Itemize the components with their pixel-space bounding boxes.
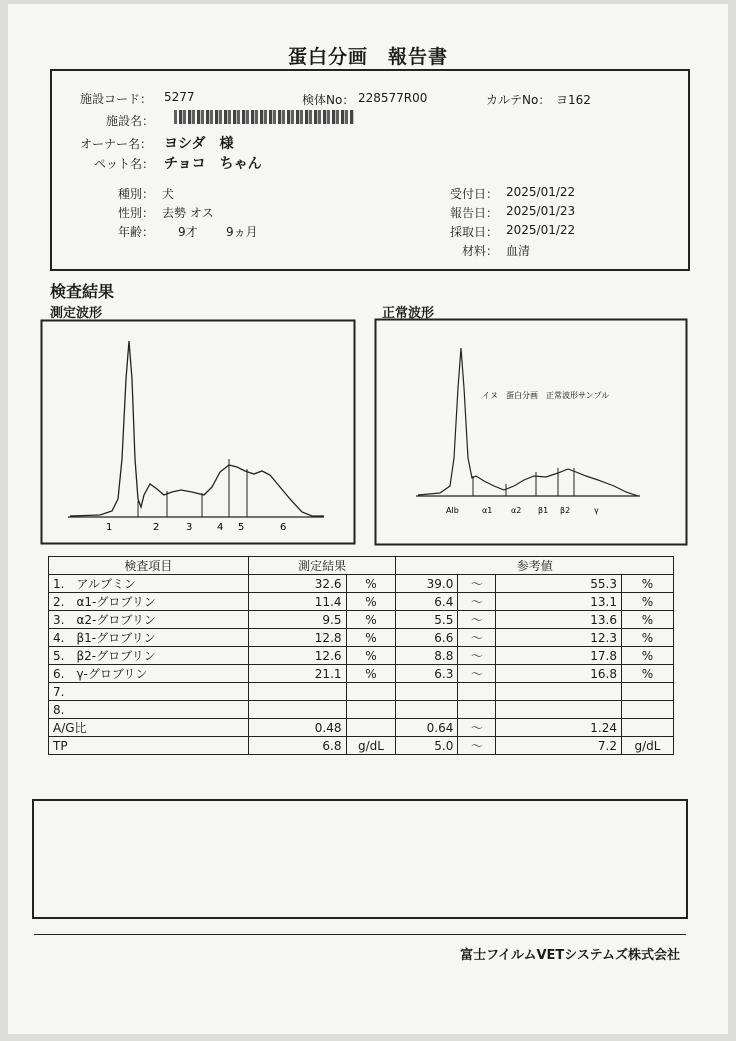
cell-value [248,701,346,719]
cell-unit: % [346,593,396,611]
measured-curve [70,341,324,516]
cell-high: 16.8 [496,665,622,683]
cell-tilde [458,701,496,719]
cell-runit: g/dL [622,737,674,755]
cell-runit [622,701,674,719]
cell-high: 17.8 [496,647,622,665]
table-row [49,647,674,665]
cell-tilde: ～ [458,575,496,593]
cell-item: 8. [49,701,249,719]
table-row [49,737,674,755]
cell-item: 6. γ-グロブリン [49,665,249,683]
normal-tick-b2: β2 [560,506,571,515]
chart-number: ヨ162 [556,93,591,107]
table-row [49,629,674,647]
facility-code-label: 施設コード： [80,92,153,106]
age-years: 9才 [178,225,198,239]
facility-code: 5277 [164,90,195,104]
cell-unit: % [346,665,396,683]
cell-item: 1. アルブミン [49,575,249,593]
measured-waveform-title: 測定波形 [50,306,103,321]
cell-tilde: ～ [458,737,496,755]
comment-box [32,799,688,919]
table-row [49,575,674,593]
cell-unit [346,719,396,737]
age-months: 9ヵ月 [226,225,258,239]
cell-item: 2. α1-グロブリン [49,593,249,611]
table-row [49,611,674,629]
cell-low: 6.3 [396,665,458,683]
table-row [49,719,674,737]
cell-high: 7.2 [496,737,622,755]
cell-tilde: ～ [458,665,496,683]
measured-waveform-chart [40,319,356,545]
cell-runit [622,719,674,737]
cell-unit: % [346,629,396,647]
received-label: 受付日： [450,187,499,201]
owner-name: ヨシダ 様 [164,136,234,152]
table-row [49,701,674,719]
cell-low: 0.64 [396,719,458,737]
cell-value: 6.8 [248,737,346,755]
cell-unit: % [346,575,396,593]
cell-tilde: ～ [458,647,496,665]
cell-value: 12.6 [248,647,346,665]
facility-name-label: 施設名： [106,114,155,128]
cell-runit: % [622,647,674,665]
cell-value: 32.6 [248,575,346,593]
cell-high [496,683,622,701]
report-title: 蛋白分画 報告書 [287,46,448,68]
material-label: 材料： [462,244,499,258]
cell-unit: % [346,611,396,629]
normal-tick-b1: β1 [538,506,549,515]
normal-waveform-title: 正常波形 [382,306,435,321]
received-date: 2025/01/22 [506,185,576,199]
owner-label: オーナー名： [80,137,153,151]
cell-value: 9.5 [248,611,346,629]
cell-high: 12.3 [496,629,622,647]
table-row [49,683,674,701]
cell-low [396,683,458,701]
table-header-row [49,557,674,575]
cell-unit: % [346,647,396,665]
header-item: 検査項目 [49,557,249,575]
cell-runit [622,683,674,701]
measured-tick-5: 5 [238,522,245,533]
measured-tick-6: 6 [280,522,287,533]
cell-high: 55.3 [496,575,622,593]
header-result: 測定結果 [248,557,396,575]
cell-value: 12.8 [248,629,346,647]
normal-waveform-chart [374,318,688,546]
measured-tick-2: 2 [153,522,160,533]
normal-tick-a2: α2 [511,506,522,515]
cell-runit: % [622,611,674,629]
cell-high: 1.24 [496,719,622,737]
sex-label: 性別： [118,206,155,220]
cell-low: 6.4 [396,593,458,611]
company-name: 富士フイルムVETシステムズ株式会社 [460,948,680,963]
cell-high: 13.6 [496,611,622,629]
sex-value: 去勢 オス [162,206,214,220]
cell-runit: % [622,665,674,683]
cell-low: 6.6 [396,629,458,647]
cell-tilde: ～ [458,593,496,611]
cell-unit [346,683,396,701]
cell-value [248,683,346,701]
species-value: 犬 [162,187,175,201]
chart-label: カルテNo： [486,93,551,107]
cell-value: 21.1 [248,665,346,683]
reported-label: 報告日： [450,206,499,220]
table-row [49,665,674,683]
measured-tick-1: 1 [106,522,113,533]
cell-low [396,701,458,719]
species-label: 種別： [118,187,155,201]
cell-value: 11.4 [248,593,346,611]
cell-tilde: ～ [458,719,496,737]
reported-date: 2025/01/23 [506,204,576,218]
collected-date: 2025/01/22 [506,223,576,237]
normal-sample-note: イヌ 蛋白分画 正常波形サンプル [482,391,610,400]
cell-low: 39.0 [396,575,458,593]
normal-tick-alb: Alb [446,506,459,515]
redacted-facility-name [174,110,354,124]
cell-item: 5. β2-グロブリン [49,647,249,665]
measured-tick-3: 3 [186,522,193,533]
cell-runit: % [622,575,674,593]
cell-high [496,701,622,719]
age-label: 年齢： [118,225,155,239]
specimen-number: 228577R00 [358,91,428,105]
results-table [48,556,674,755]
cell-item: 4. β1-グロブリン [49,629,249,647]
cell-item: TP [49,737,249,755]
pet-name: チョコ ちゃん [164,156,262,172]
pet-label: ペット名： [94,157,155,171]
cell-item: 7. [49,683,249,701]
table-row [49,593,674,611]
cell-unit [346,701,396,719]
cell-unit: g/dL [346,737,396,755]
cell-tilde: ～ [458,629,496,647]
cell-tilde: ～ [458,611,496,629]
cell-high: 13.1 [496,593,622,611]
cell-low: 5.5 [396,611,458,629]
measured-tick-4: 4 [217,522,224,533]
cell-low: 5.0 [396,737,458,755]
cell-item: 3. α2-グロブリン [49,611,249,629]
cell-tilde [458,683,496,701]
cell-value: 0.48 [248,719,346,737]
specimen-label: 検体No： [302,93,355,107]
cell-low: 8.8 [396,647,458,665]
header-reference: 参考値 [396,557,674,575]
cell-runit: % [622,593,674,611]
cell-item: A/G比 [49,719,249,737]
normal-tick-g: γ [594,506,599,515]
normal-curve [418,348,638,496]
material-value: 血清 [506,244,531,258]
collected-label: 採取日： [450,225,499,239]
cell-runit: % [622,629,674,647]
footer-divider [34,934,686,935]
normal-tick-a1: α1 [482,506,493,515]
results-section-title: 検査結果 [50,282,115,301]
